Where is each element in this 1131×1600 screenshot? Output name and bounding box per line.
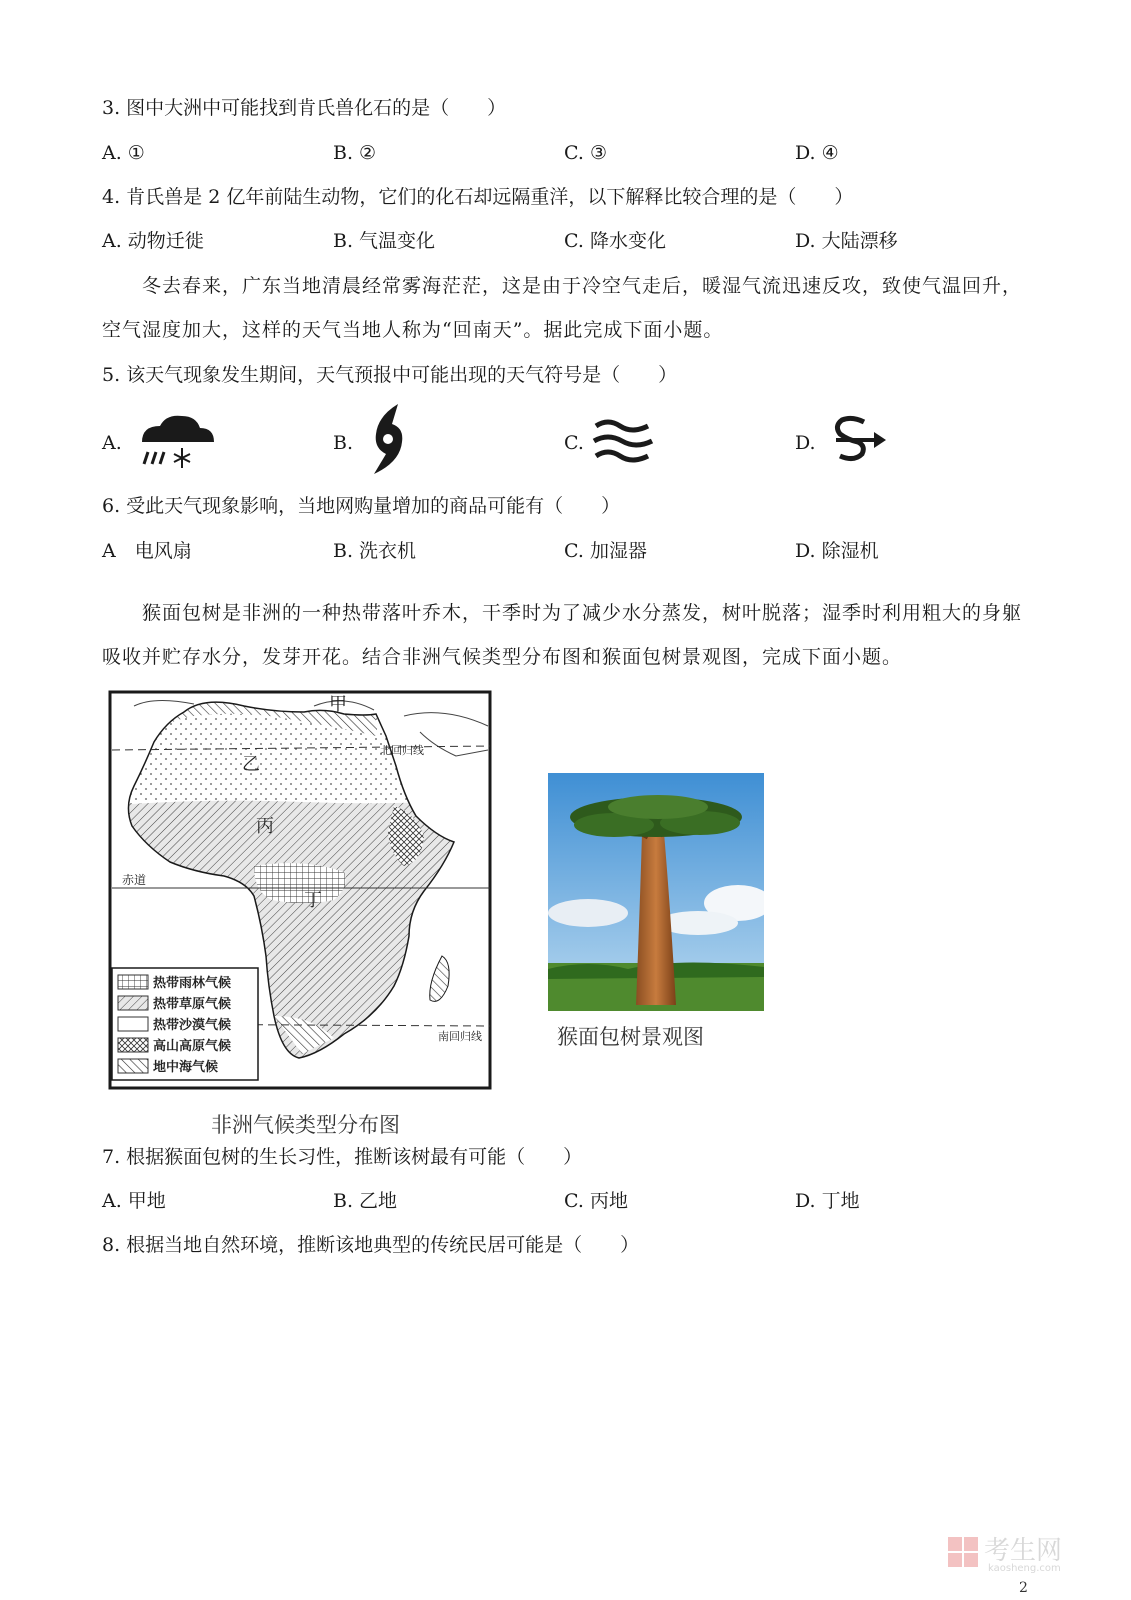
q7-option-a[interactable]: A. 甲地 — [102, 1190, 166, 1212]
baobab-photo — [548, 773, 764, 1011]
q4-option-a[interactable]: A. 动物迁徙 — [102, 230, 204, 252]
q6-option-c[interactable]: C. 加湿器 — [564, 540, 647, 562]
q3-option-b[interactable]: B. ② — [333, 142, 377, 164]
q7-option-b[interactable]: B. 乙地 — [333, 1190, 398, 1212]
watermark-cn: 考生网 — [984, 1536, 1063, 1566]
passage-huinantian: 冬去春来，广东当地清晨经常雾海茫茫，这是由于冷空气走后，暖湿气流迅速反攻，致使气温回升，空气湿度加大，这样的天气当地人称为“回南天”。据此完成下面小题。 — [102, 275, 1023, 341]
legend-rainforest: 热带雨林气候 — [153, 976, 232, 991]
q7-option-c[interactable]: C. 丙地 — [564, 1190, 628, 1212]
q4-option-b[interactable]: B. 气温变化 — [333, 230, 436, 252]
question-7-stem: 7. 根据猴面包树的生长习性，推断该树最有可能（ ） — [102, 1146, 583, 1168]
q4-option-d[interactable]: D. 大陆漂移 — [795, 230, 898, 252]
fog-icon — [592, 416, 656, 466]
equator-label: 赤道 — [122, 873, 147, 887]
q3-option-a[interactable]: A. ① — [102, 142, 145, 164]
map-caption: 非洲气候类型分布图 — [211, 1113, 400, 1137]
region-label-jia: 甲 — [329, 694, 347, 715]
passage-baobab: 猴面包树是非洲的一种热带落叶乔木，干季时为了减少水分蒸发，树叶脱落；湿季时利用粗大的身躯吸收并贮存水分，发芽开花。结合非洲气候类型分布图和猴面包树景观图，完成下面小题。 — [102, 602, 1023, 668]
sleet-icon — [138, 412, 218, 474]
q5-option-a[interactable]: A. — [102, 432, 122, 454]
africa-climate-map — [104, 686, 502, 1106]
kaosheng-watermark — [948, 1533, 1108, 1577]
tropic-of-cancer-label: 北回归线 — [380, 744, 424, 757]
question-8-stem: 8. 根据当地自然环境，推断该地典型的传统民居可能是（ ） — [102, 1234, 640, 1256]
legend-mediterranean: 地中海气候 — [153, 1060, 219, 1075]
q5-option-c[interactable]: C. — [564, 432, 584, 454]
tropic-of-capricorn-label: 南回归线 — [438, 1030, 482, 1043]
question-6-stem: 6. 受此天气现象影响，当地网购量增加的商品可能有（ ） — [102, 495, 621, 517]
q6-option-a[interactable]: A 电风扇 — [102, 540, 192, 562]
legend-highland: 高山高原气候 — [153, 1039, 232, 1054]
photo-caption: 猴面包树景观图 — [557, 1025, 704, 1049]
q5-option-b[interactable]: B. — [333, 432, 354, 454]
q3-option-d[interactable]: D. ④ — [795, 142, 839, 164]
region-label-yi: 乙 — [242, 754, 260, 775]
map-legend — [112, 968, 258, 1080]
page-number: 2 — [1019, 1580, 1028, 1596]
region-label-ding: 丁 — [304, 890, 322, 911]
legend-savanna: 热带草原气候 — [153, 997, 232, 1012]
question-3-stem: 3. 图中大洲中可能找到肯氏兽化石的是（ ） — [102, 97, 507, 119]
q3-option-c[interactable]: C. ③ — [564, 142, 607, 164]
legend-desert: 热带沙漠气候 — [153, 1018, 232, 1033]
region-label-bing: 丙 — [256, 816, 274, 837]
q7-option-d[interactable]: D. 丁地 — [795, 1190, 860, 1212]
q6-option-d[interactable]: D. 除湿机 — [795, 540, 879, 562]
watermark-en: kaosheng.com — [988, 1563, 1061, 1573]
q6-option-b[interactable]: B. 洗衣机 — [333, 540, 417, 562]
question-5-stem: 5. 该天气现象发生期间，天气预报中可能出现的天气符号是（ ） — [102, 364, 678, 386]
q5-option-d[interactable]: D. — [795, 432, 816, 454]
q4-option-c[interactable]: C. 降水变化 — [564, 230, 666, 252]
question-4-stem: 4. 肯氏兽是 2 亿年前陆生动物，它们的化石却远隔重洋，以下解释比较合理的是（ ） — [102, 186, 854, 208]
sandstorm-icon — [828, 414, 888, 466]
typhoon-icon — [366, 402, 412, 476]
